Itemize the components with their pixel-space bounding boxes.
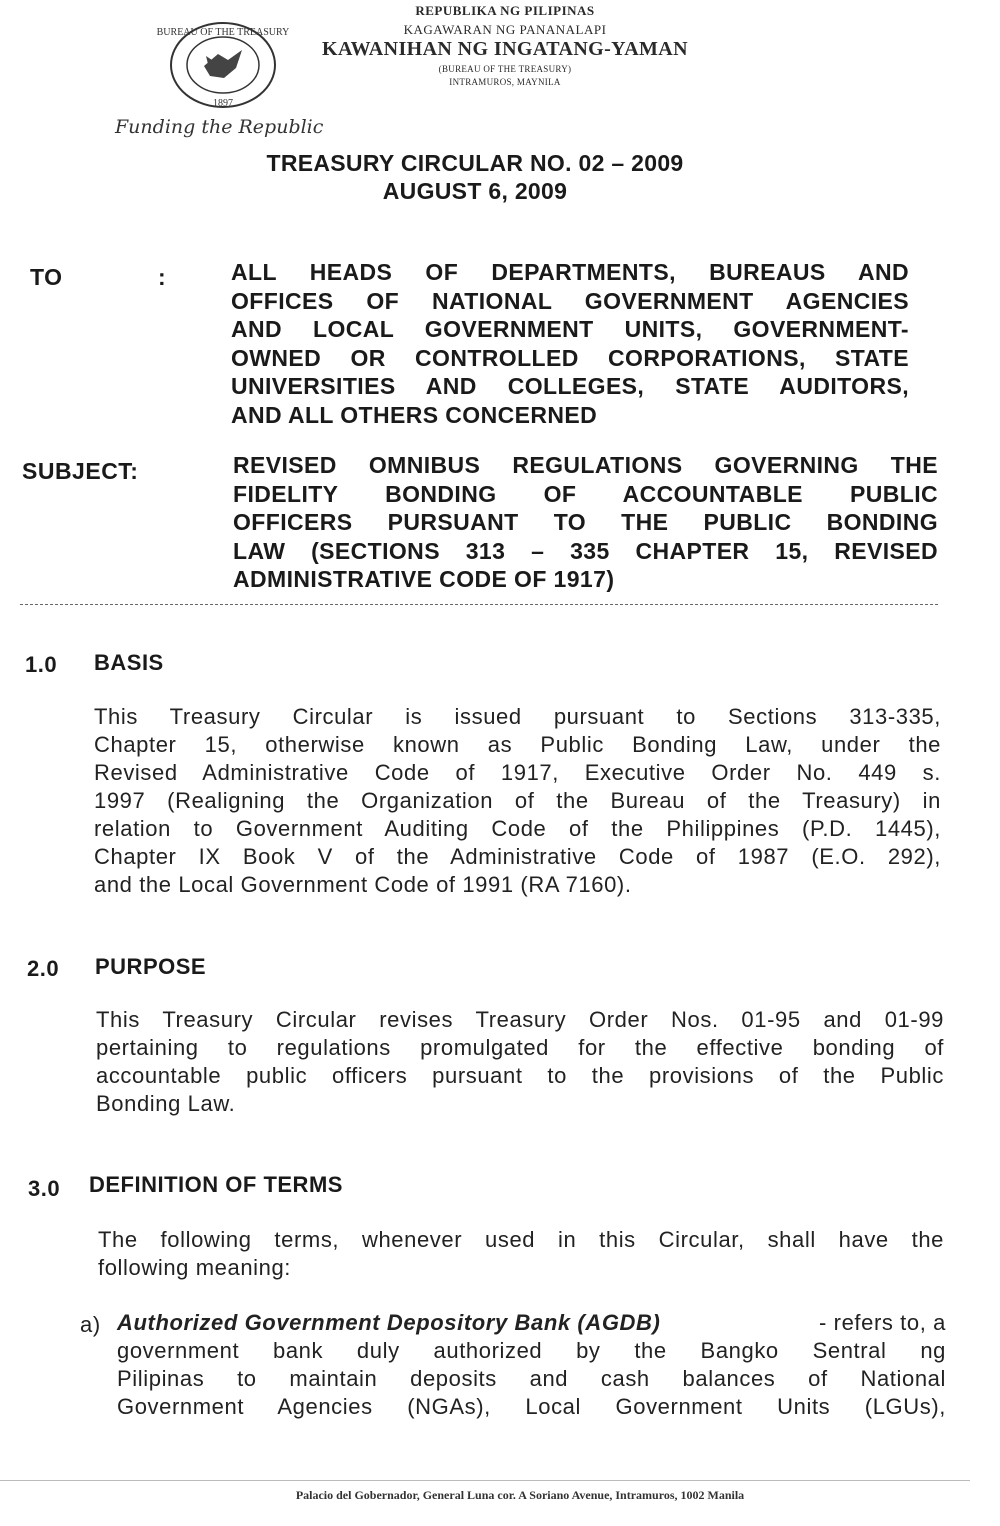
seal-year: 1897 [213,98,233,109]
paragraph-line: pertaining to regulations promulgated for the effective bonding of [96,1035,944,1060]
to-recipients [231,258,909,429]
to-colon: : [158,264,167,290]
to-line: OWNED OR CONTROLLED CORPORATIONS, STATE [231,344,909,371]
letterhead-address: INTRAMUROS, MAYNILA [449,77,561,87]
circular-number: TREASURY CIRCULAR NO. 02 – 2009 [266,150,684,176]
subject-line: OFFICERS PURSUANT TO THE PUBLIC BONDING [233,509,938,535]
definition-marker: a) [80,1312,101,1337]
seal-text: BUREAU OF THE TREASURY [156,27,290,38]
subject-line: LAW (SECTIONS 313 – 335 CHAPTER 15, REVISED [233,537,938,564]
definitions-intro [98,1226,944,1282]
paragraph-line: This Treasury Circular is issued pursuant to Sections 313-335, [94,704,941,729]
to-label: TO [30,264,63,290]
to-line: OFFICES OF NATIONAL GOVERNMENT AGENCIES [231,287,909,314]
subject-text [233,451,938,594]
to-line: ALL HEADS OF DEPARTMENTS, BUREAUS AND [231,259,909,285]
paragraph-line: Chapter 15, otherwise known as Public Bonding Law, under the [94,732,941,757]
bureau-seal [156,20,290,110]
letterhead-bureau: KAWANIHAN NG INGATANG-YAMAN [322,38,688,60]
paragraph-line: Chapter IX Book V of the Administrative Code of 1987 (E.O. 292), [94,844,941,869]
tagline: Funding the Republic [115,116,324,138]
to-line: AND ALL OTHERS CONCERNED [231,401,598,428]
paragraph-line: Bonding Law. [96,1091,236,1116]
purpose-paragraph [96,1006,944,1118]
paragraph-line: government bank duly authorized by the Bangko Sentral ng [117,1338,946,1363]
section-title-purpose: PURPOSE [95,954,207,979]
circular-date: AUGUST 6, 2009 [382,178,568,204]
definition-a [117,1309,946,1421]
definition-term-rest: - refers to, a [819,1310,946,1335]
paragraph-line: accountable public officers pursuant to the provisions of the Public [96,1063,944,1088]
definition-term: Authorized Government Depository Bank (AGDB) [117,1310,661,1335]
section-number: 3.0 [28,1176,61,1201]
section-title-basis: BASIS [94,650,164,675]
definition-first-line [117,1309,946,1337]
letterhead-bureau-english: (BUREAU OF THE TREASURY) [438,64,572,74]
subject-line: FIDELITY BONDING OF ACCOUNTABLE PUBLIC [233,480,938,507]
paragraph-line: The following terms, whenever used in this Circular, shall have the [98,1227,944,1252]
paragraph-line: 1997 (Realigning the Organization of the Bureau of the Treasury) in [94,788,941,813]
paragraph-line: Government Agencies (NGAs), Local Government Units (LGUs), [117,1394,946,1419]
section-number: 2.0 [27,956,60,981]
subject-label: SUBJECT: [22,458,139,484]
to-line: UNIVERSITIES AND COLLEGES, STATE AUDITORS, [231,373,909,399]
subject-line: REVISED OMNIBUS REGULATIONS GOVERNING THE [233,452,938,478]
paragraph-line: Revised Administrative Code of 1917, Executive Order No. 449 s. [94,760,941,785]
footer-address: Palacio del Gobernador, General Luna cor. A Soriano Avenue, Intramuros, 1002 Manila [295,1488,745,1502]
subject-line: ADMINISTRATIVE CODE OF 1917) [233,566,615,592]
paragraph-line: Pilipinas to maintain deposits and cash balances of National [117,1366,946,1391]
letterhead-republic: REPUBLIKA NG PILIPINAS [415,3,595,18]
separator-line [20,604,938,605]
paragraph-line: This Treasury Circular revises Treasury Order Nos. 01-95 and 01-99 [96,1007,944,1032]
paragraph-line: following meaning: [98,1255,292,1280]
letterhead-department: KAGAWARAN NG PANANALAPI [403,22,607,37]
section-number: 1.0 [25,652,58,677]
paragraph-line: relation to Government Auditing Code of the Philippines (P.D. 1445), [94,816,941,841]
paragraph-line: and the Local Government Code of 1991 (RA 7160). [94,872,632,897]
footer-rule [0,1480,970,1481]
to-line: AND LOCAL GOVERNMENT UNITS, GOVERNMENT- [231,316,909,342]
section-title-definitions: DEFINITION OF TERMS [89,1172,343,1197]
basis-paragraph [94,703,941,899]
